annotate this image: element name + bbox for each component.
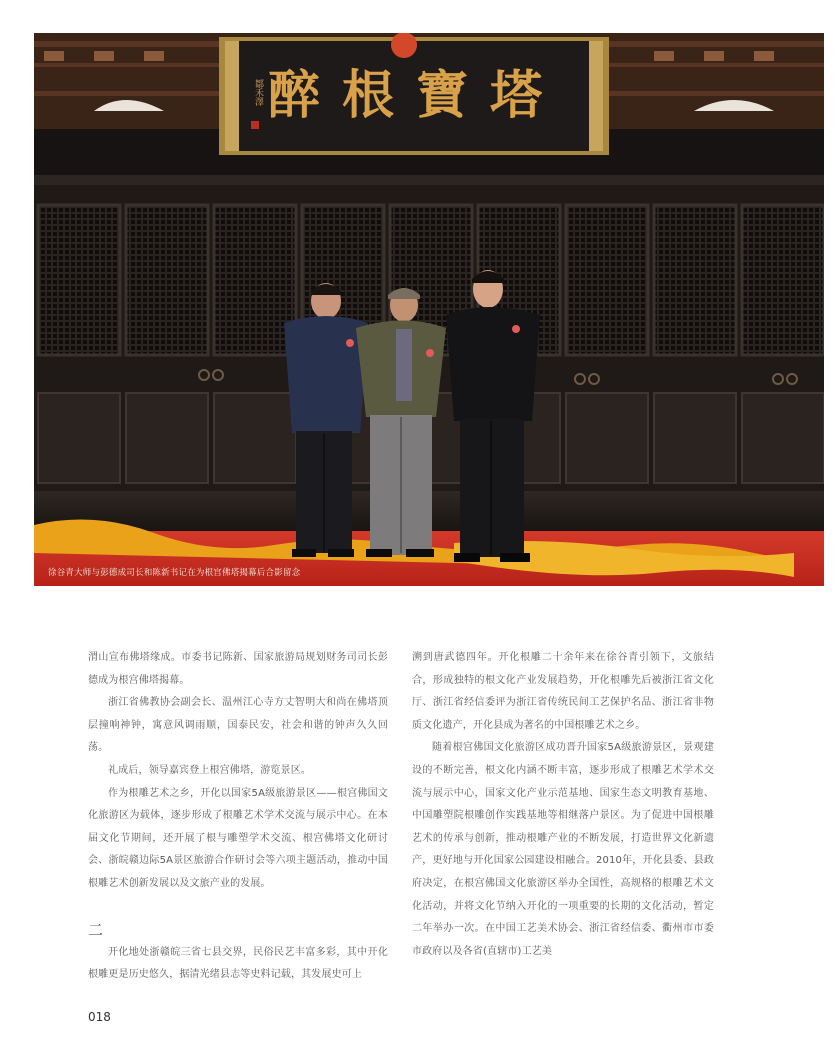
page-number: 018 bbox=[88, 1010, 111, 1024]
section-number: 二 bbox=[88, 920, 104, 939]
plaque-seal-text: 鄒禾澤 bbox=[253, 79, 263, 106]
paragraph: 礼成后，领导嘉宾登上根宫佛塔，游览景区。 bbox=[108, 764, 311, 776]
ceremony-photo bbox=[34, 33, 824, 586]
paragraph: 渭山宣布佛塔缘成。市委书记陈新、国家旅游局规划财务司司长彭德成为根宫佛塔揭幕。 bbox=[88, 652, 388, 686]
paragraph: 开化地处浙赣皖三省七县交界，民俗民艺丰富多彩，其中开化根雕更是历史悠久，据清光绪县志等史料记载，其发展史可上 bbox=[88, 946, 388, 981]
article-column-right bbox=[412, 647, 714, 963]
plaque-text: 醉根寶塔 bbox=[267, 65, 565, 126]
paragraph: 浙江省佛教协会副会长、温州江心寺方丈智明大和尚在佛塔顶层撞响神钟，寓意风调雨顺，国泰民安，社会和谐的钟声久久回荡。 bbox=[88, 697, 388, 754]
red-seal bbox=[251, 121, 259, 129]
paragraph: 作为根雕艺术之乡，开化以国家5A级旅游景区——根宫佛国文化旅游区为载体，逐步形成了根雕艺术学术交流与展示中心。在本届文化节期间，还开展了根与雕塑学术交流、根宫佛塔文化研讨会、浙皖赣边际5A景区旅游合作研讨会等六项主题活动，推动中国根雕艺术创新发展以及文旅产业的发展。 bbox=[88, 787, 388, 889]
paragraph: 溯到唐武德四年。开化根雕二十余年来在徐谷青引领下，文旅结合，形成独特的根文化产业发展趋势，开化根雕先后被浙江省文化厅、浙江省经信委评为浙江省传统民间工艺保护名品、浙江省非物质文化遗产，开化县成为著名的中国根雕艺术之乡。 bbox=[412, 652, 714, 731]
article-column-left bbox=[88, 647, 388, 987]
photo-caption: 徐谷青大师与彭德成司长和陈新书记在为根宫佛塔揭幕后合影留念 bbox=[48, 568, 301, 578]
paragraph: 随着根宫佛国文化旅游区成功晋升国家5A级旅游景区，景观建设的不断完善，根文化内涵不断丰富，逐步形成了根雕艺术学术交流与展示中心，国家文化产业示范基地、国家生态文明教育基地、中国雕塑院根雕创作实践基地等相继落户景区。为了促进中国根雕艺术的传承与创新，推动根雕产业的不断发展，打造世界文化新遗产，更好地与开化国家公园建设相融合。2010年，开化县委、县政府决定，在根宫佛国文化旅游区举办全国性，高规格的根雕艺术文化活动，并将文化节纳入开化的一项重要的长期的文化活动，暂定二年举办一次。在中国工艺美术协会、浙江省经信委、衢州市市委市政府以及各省(直辖市)工艺美 bbox=[412, 742, 714, 957]
